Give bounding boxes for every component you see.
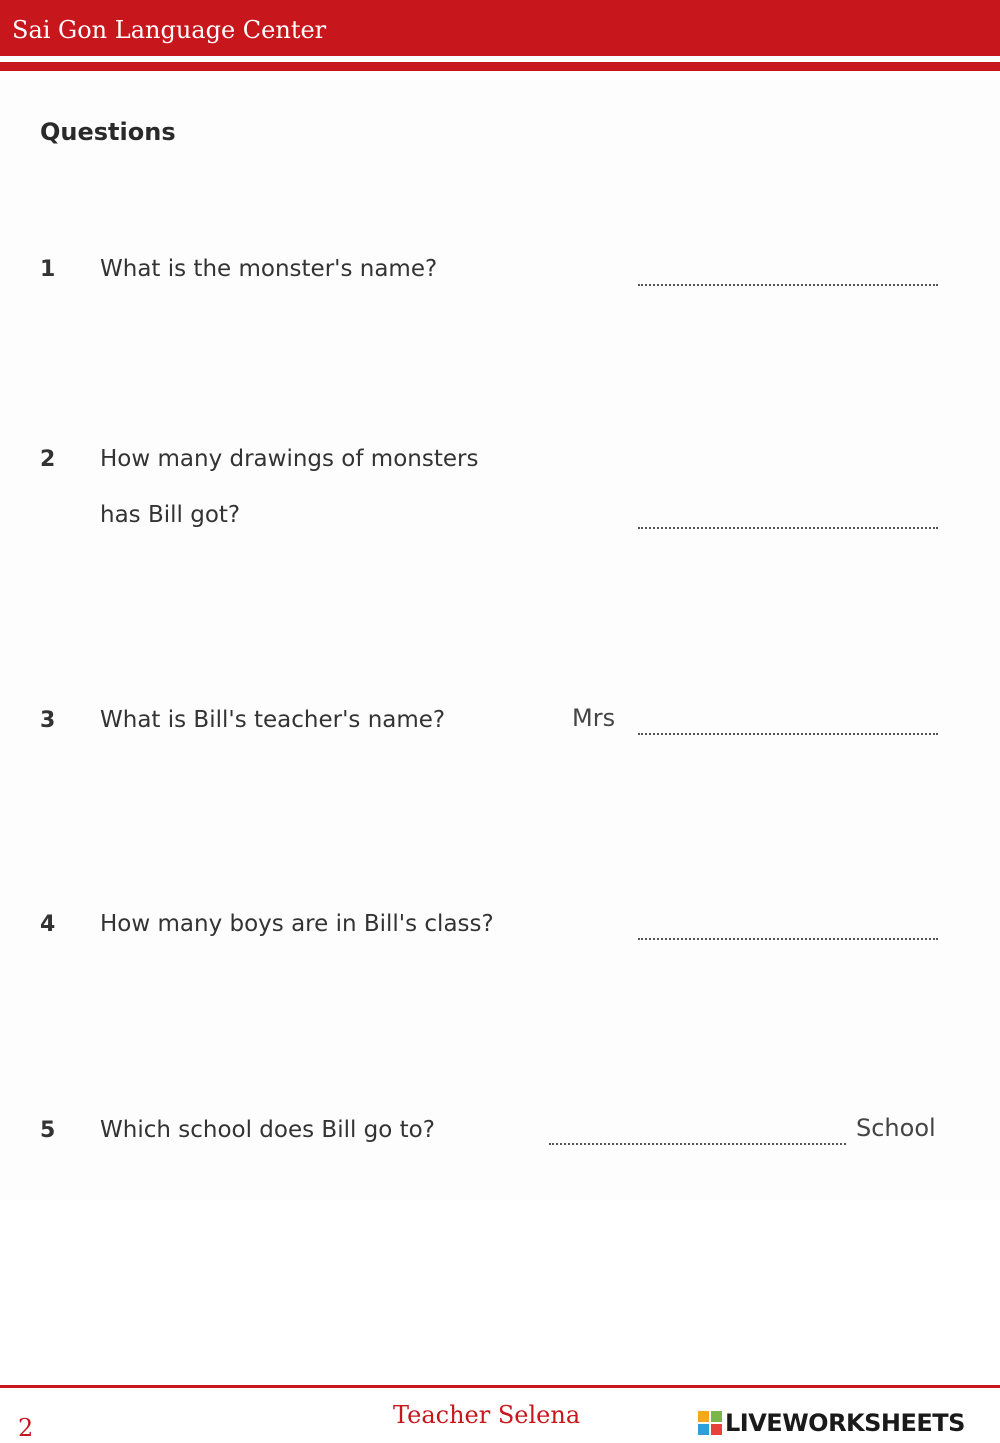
brand-name: LIVEWORKSHEETS <box>725 1409 965 1437</box>
answer-prefix-mrs: Mrs <box>572 704 616 732</box>
section-heading: Questions <box>40 118 176 146</box>
question-number: 3 <box>40 708 56 733</box>
brand-logo[interactable] <box>698 1409 965 1437</box>
answer-line-3[interactable] <box>638 733 938 735</box>
question-number: 5 <box>40 1118 56 1143</box>
page-number: 2 <box>18 1414 34 1442</box>
question-number: 1 <box>40 257 56 282</box>
liveworksheets-logo-icon <box>698 1411 722 1435</box>
header-title: Sai Gon Language Center <box>12 16 327 44</box>
question-number: 2 <box>40 447 56 472</box>
worksheet-area <box>0 80 1000 1200</box>
answer-line-1[interactable] <box>638 284 938 286</box>
answer-suffix-school: School <box>856 1114 936 1142</box>
answer-line-5[interactable] <box>549 1143 846 1145</box>
logo-square-icon <box>711 1411 722 1422</box>
answer-line-2[interactable] <box>638 527 938 529</box>
question-text: Which school does Bill go to? <box>100 1117 435 1143</box>
logo-square-icon <box>711 1424 722 1435</box>
question-text-continued: has Bill got? <box>100 502 241 528</box>
question-text: How many boys are in Bill's class? <box>100 911 494 937</box>
question-number: 4 <box>40 912 56 937</box>
footer-rule <box>0 1385 1000 1388</box>
header-rule <box>0 62 1000 71</box>
logo-square-icon <box>698 1411 709 1422</box>
logo-square-icon <box>698 1424 709 1435</box>
question-text: What is the monster's name? <box>100 256 438 282</box>
question-text: How many drawings of monsters <box>100 446 479 472</box>
answer-line-4[interactable] <box>638 938 938 940</box>
question-text: What is Bill's teacher's name? <box>100 707 446 733</box>
footer-teacher-name: Teacher Selena <box>393 1401 581 1429</box>
